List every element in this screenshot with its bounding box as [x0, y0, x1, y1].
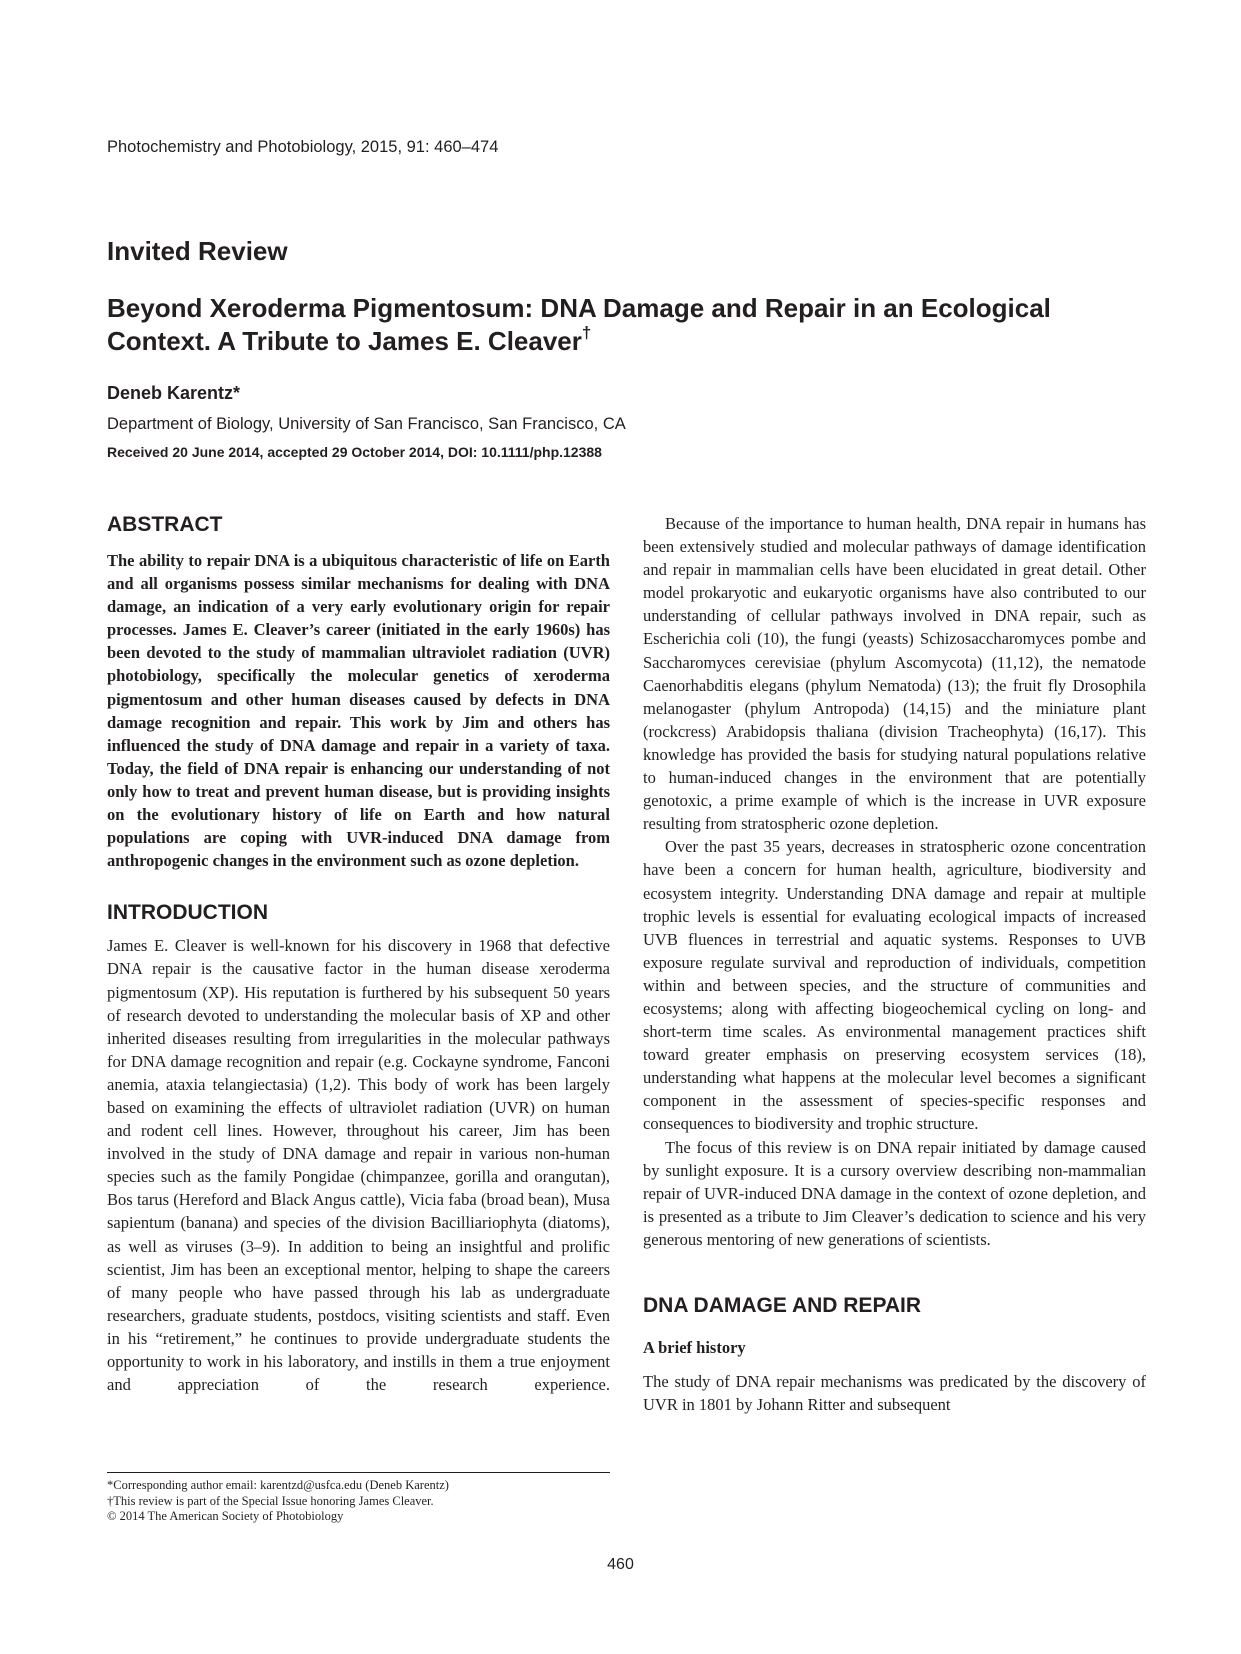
article-title-text: Beyond Xeroderma Pigmentosum: DNA Damage and Repair in an Ecological Context. A Tribute to James E. Cleaver: [107, 293, 1051, 356]
dna-damage-repair-heading: DNA DAMAGE AND REPAIR: [643, 1294, 922, 1317]
intro-paragraph-3: Over the past 35 years, decreases in stratospheric ozone concentration have been a concern for human health, agriculture, biodiversity and ecosystem integrity. Understanding DNA damage and repair at multiple trophic levels is essential for evaluating ecological impacts of increased UVB fluences in terrestrial and aquatic systems. Responses to UVB exposure regulate survival and reproduction of individuals, competition within and between species, and the structure of communities and ecosystems; along with affecting biogeochemical cycling on long- and short-term time scales. As environmental management practices shift toward greater emphasis on preserving ecosystem services (18), understanding what happens at the molecular level becomes a significant component in the assessment of species-specific responses and consequences to biodiversity and trophic structure.: [643, 837, 1146, 1134]
introduction-heading: INTRODUCTION: [107, 901, 268, 925]
abstract-heading: ABSTRACT: [107, 513, 223, 536]
journal-citation: Photochemistry and Photobiology, 2015, 91: 460–474: [107, 138, 499, 156]
footnote-corresponding-author: *Corresponding author email: karentzd@usfca.edu (Deneb Karentz): [107, 1478, 449, 1492]
footnote-copyright: © 2014 The American Society of Photobiology: [107, 1509, 344, 1523]
received-dates-doi: Received 20 June 2014, accepted 29 October 2014, DOI: 10.1111/php.12388: [107, 444, 602, 460]
intro-paragraph-2: Because of the importance to human health, DNA repair in humans has been extensively studied and molecular pathways of damage identification and repair in mammalian cells have been elucidated in great detail. Other model prokaryotic and eukaryotic organisms have also contributed to our understanding of cellular pathways involved in DNA repair, such as Escherichia coli (10), the fungi (yeasts) Schizosaccharomyces pombe and Saccharomyces cerevisiae (phylum Ascomycota) (11,12), the nematode Caenorhabditis elegans (phylum Nematoda) (13); the fruit fly Drosophila melanogaster (phylum Antropoda) (14,15) and the miniature plant (rockcress) Arabidopsis thaliana (division Tracheophyta) (16,17). This knowledge has provided the basis for studying natural populations relative to human-induced changes in the environment that are potentially genotoxic, a prime example of which is the increase in UVR exposure resulting from stratospheric ozone depletion.: [643, 514, 1146, 834]
intro-paragraph-4: The focus of this review is on DNA repair initiated by damage caused by sunlight exposure. It is a cursory overview describing non-mammalian repair of UVR-induced DNA damage in the context of ozone depletion, and is presented as a tribute to Jim Cleaver’s dedication to science and his very generous mentoring of new generations of scientists.: [643, 1137, 1146, 1249]
dna-history-paragraph: The study of DNA repair mechanisms was predicated by the discovery of UVR in 1801 by Johann Ritter and subsequent: [643, 1372, 1146, 1415]
footnotes: [107, 1472, 610, 1525]
article-title: [107, 292, 1067, 358]
author-affiliation: Department of Biology, University of San Francisco, San Francisco, CA: [107, 415, 626, 433]
abstract-text: The ability to repair DNA is a ubiquitous characteristic of life on Earth and all organisms possess similar mechanisms for dealing with DNA damage, an indication of a very early evolutionary origin for repair processes. James E. Cleaver’s career (initiated in the early 1960s) has been devoted to the study of mammalian ultraviolet radiation (UVR) photobiology, specifically the molecular genetics of xeroderma pigmentosum and other human diseases caused by defects in DNA damage recognition and repair. This work by Jim and others has influenced the study of DNA damage and repair in a variety of taxa. Today, the field of DNA repair is enhancing our understanding of not only how to treat and prevent human disease, but is providing insights on the evolutionary history of life on Earth and how natural populations are coping with UVR-induced DNA damage from anthropogenic changes in the environment such as ozone depletion.: [107, 551, 610, 871]
brief-history-subheading: A brief history: [643, 1338, 746, 1357]
title-footnote-mark: †: [581, 323, 592, 342]
page-number: 460: [607, 1556, 634, 1573]
author-name: Deneb Karentz*: [107, 383, 241, 403]
right-column: [643, 512, 1146, 1416]
left-column: [107, 512, 610, 1396]
intro-paragraph-1-part-a: James E. Cleaver is well-known for his discovery in 1968 that defective DNA repair is the causative factor in the human disease xeroderma pigmentosum (XP). His reputation is furthered by his subsequent 50 years of research devoted to understanding the molecular basis of XP and other inherited diseases resulting from irregularities in the molecular pathways for DNA damage recognition and repair (e.g. Cockayne syndrome, Fanconi anemia, ataxia telangiectasia) (1,2). This body of work has been largely based on examining the effects of ultraviolet radiation (UVR) on human and rodent cell lines. However, throughout his career, Jim has been involved in the study of DNA damage and repair in various non-human species such as the family Pongidae (chimpanzee, gorilla and orangutan), Bos tarus (Hereford and Black Angus cattle), Vicia faba (broad bean), Musa sapientum (banana) and species of the division Bacilliariophyta (diatoms), as well as viruses (3–9). In addition to being an insightful and prolific scientist, Jim has been an exceptional mentor, helping to shape the careers of many people who have passed through his lab as undergraduate researchers, graduate students, postdocs, visiting scientists and staff. Even in his “retirement,” he continues to provide undergraduate students the opportunity to work in his laboratory, and instills in them a true enjoyment and appreciation of the research experience.: [107, 936, 610, 1395]
article-type-label: Invited Review: [107, 236, 288, 266]
footnote-special-issue: †This review is part of the Special Issue honoring James Cleaver.: [107, 1493, 434, 1508]
